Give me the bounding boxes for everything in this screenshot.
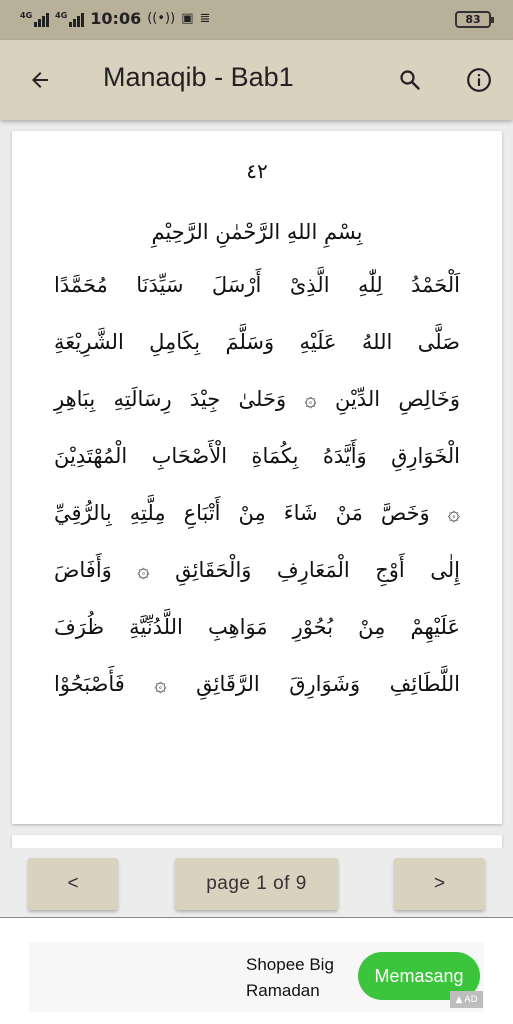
status-left <box>20 9 210 28</box>
text-line: صَلَّى اللهُ عَلَيْهِ وَسَلَّمَ بِكَامِلِ الشَّرِيْعَةِ <box>54 330 460 354</box>
info-icon <box>466 67 492 93</box>
page-title: Manaqib - Bab1 <box>103 62 294 92</box>
hotspot-icon: ((•)) <box>147 11 176 26</box>
page-number: ٤٢ <box>246 159 268 183</box>
arabic-text <box>54 211 460 713</box>
text-line: اللَّطَائِفِ وَشَوَارِقَ الرَّقَائِقِ ۞ فَأَصْبَحُوْا <box>54 672 460 696</box>
message-notification-icon: ≣ <box>199 11 211 26</box>
info-button[interactable] <box>459 60 499 100</box>
back-button[interactable] <box>20 60 60 100</box>
network-type-2: 4G <box>55 10 68 20</box>
page-indicator-button[interactable]: page 1 of 9 <box>175 858 338 910</box>
text-line: اَلْحَمْدُ لِلّٰهِ الَّذِىْ أَرْسَلَ سَيِّدَنَا مُحَمَّدًا <box>54 273 460 297</box>
network-type-1: 4G <box>20 10 33 20</box>
battery-level: 83 <box>465 13 481 26</box>
ad-choices-icon: ▲ <box>455 994 463 1005</box>
status-bar <box>0 0 513 40</box>
previous-page-button[interactable]: < <box>28 858 118 910</box>
ad-badge-label: AD <box>464 994 478 1005</box>
signal-icon-2 <box>55 11 84 27</box>
text-line: ۞ وَخَصَّ مَنْ شَاءَ مِنْ أَتْبَاعِ مِلَّتِهِ بِالرُّقِيِّ <box>54 501 460 525</box>
text-line: بِسْمِ اللهِ الرَّحْمٰنِ الرَّحِيْمِ <box>151 220 363 244</box>
ad-badge[interactable] <box>450 991 483 1008</box>
text-line: عَلَيْهِمْ مِنْ بُحُوْرِ مَوَاهِبِ اللَّدُنِّيَّةِ ظُرَفَ <box>54 615 460 639</box>
app-bar <box>0 40 513 120</box>
search-button[interactable] <box>390 60 430 100</box>
text-line: إِلٰى أَوْجِ الْمَعَارِفِ وَالْحَقَائِقِ ۞ وَأَفَاضَ <box>54 558 460 582</box>
arrow-left-icon <box>28 68 52 92</box>
clock: 10:06 <box>90 9 142 28</box>
book-page <box>12 131 502 824</box>
battery-icon <box>455 11 491 28</box>
image-notification-icon: ▣ <box>181 11 194 26</box>
text-line: وَخَالِصِ الدِّيْنِ ۞ وَحَلىٰ جِيْدَ رِسَالَتِهِ بِبَاهِرِ <box>54 387 460 411</box>
ad-title[interactable]: Shopee Big Ramadan <box>246 955 334 1000</box>
search-icon <box>398 68 422 92</box>
ad-install-button[interactable]: Memasang <box>358 952 480 1000</box>
next-page-button[interactable]: > <box>394 858 485 910</box>
signal-icon-1 <box>20 11 49 27</box>
page-navigation <box>0 848 513 918</box>
text-line: الْخَوَارِقِ وَأَيَّدَهُ بِكُمَاةِ الْأَصْحَابِ الْمُهْتَدِيْنَ <box>54 444 460 468</box>
